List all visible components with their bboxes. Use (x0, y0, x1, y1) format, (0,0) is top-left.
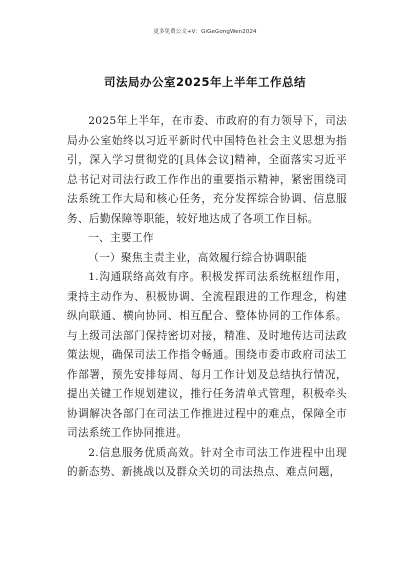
document-title: 司法局办公室2025年上半年工作总结 (103, 75, 306, 89)
section-heading: 一、主要工作 (88, 232, 154, 244)
document-body (67, 112, 347, 483)
body-paragraph: 1.沟通联络高效有序。积极发挥司法系统枢纽作用，秉持主动作为、积极协调、全流程跟进的工作理念，构建纵向联通、横向协同、相互配合、整体协同的工作体系。与上级司法部门保持密切对接，精准、及时地传达司法政策法规，确保司法工作指令畅通。围绕市委市政府司法工作部署，预先安排每周、每月工作计划及总结执行情况，提出关键工作规划建议，推行任务清单式管理，积极牵头协调解决各部门在司法工作推进过程中的难点，保障全市司法系统工作协同推进。 (67, 271, 347, 439)
intro-paragraph: 2025年上半年，在市委、市政府的有力领导下，司法局办公室始终以习近平新时代中国特色社会主义思想为指引，深入学习贯彻党的[具体会议]精神，全面落实习近平总书记对司法行政工作作出的重要指示精神，紧密围绕司法系统工作大局和核心任务，充分发挥综合协调、信息服务、后勤保障等职能，较好地达成了各项工作目标。 (67, 115, 347, 225)
body-paragraph: 2.信息服务优质高效。针对全市司法工作进程中出现的新态势、新挑战以及群众关切的司法热点、难点问题， (67, 446, 347, 478)
header-note: 更多免费公文+V：GiGeGongWen2024 (153, 29, 257, 35)
subsection-heading: （一）聚焦主责主业，高效履行综合协调职能 (88, 251, 308, 264)
